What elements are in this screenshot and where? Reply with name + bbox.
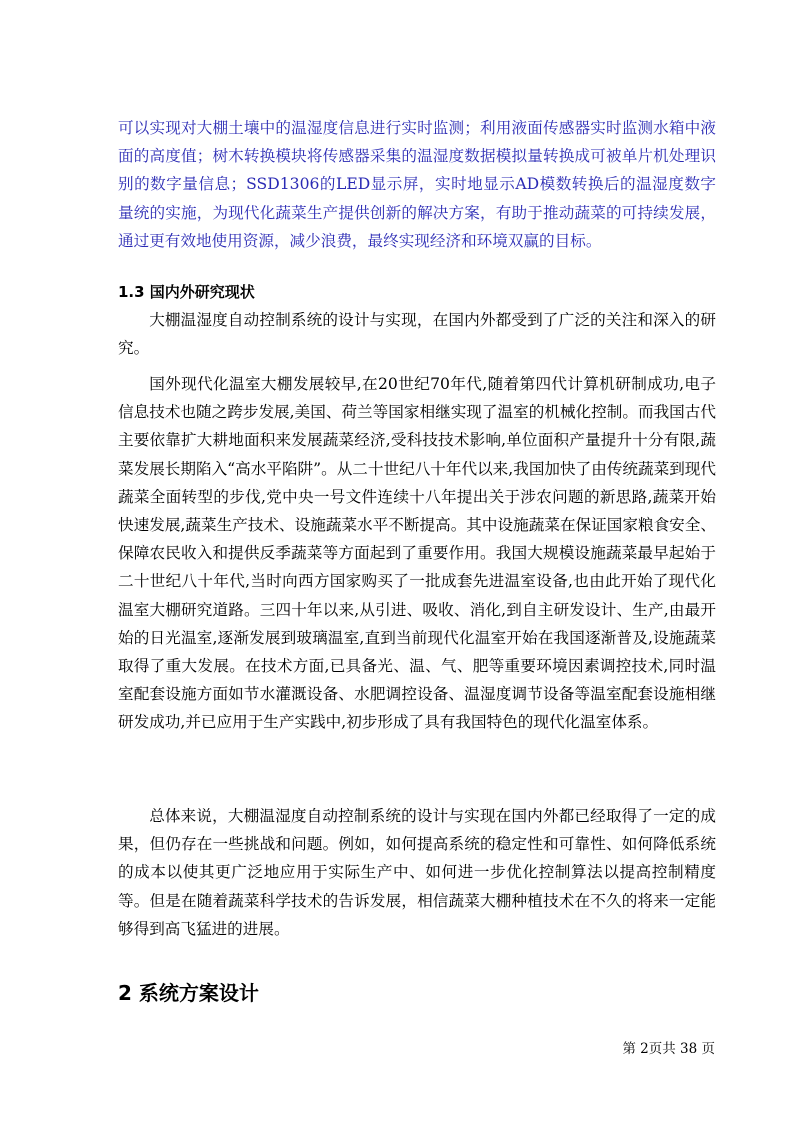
section-heading-1-3: 1.3 国内外研究现状 bbox=[118, 283, 255, 301]
intro-paragraph: 可以实现对大棚土壤中的温湿度信息进行实时监测；利用液面传感器实时监测水箱中液面的高度值；树木转换模块将传感器采集的温湿度数据模拟量转换成可被单片机处理识别的数字量信息；SSD1306的LED显示屏，实时地显示AD模数转换后的温湿度数字量统的实施，为现代化蔬菜生产提供创新的解决方案，有助于推动蔬菜的可持续发展，通过更有效地使用资源，减少浪费，最终实现经济和环境双赢的目标。 bbox=[118, 119, 716, 250]
paragraph-overview: 大棚温湿度自动控制系统的设计与实现，在国内外都受到了广泛的关注和深入的研究。 bbox=[118, 311, 716, 358]
paragraph-research-history: 国外现代化温室大棚发展较早,在20世纪70年代,随着第四代计算机研制成功,电子信息技术也随之跨步发展,美国、荷兰等国家相继实现了温室的机械化控制。而我国古代主要依靠扩大耕地面积来发展蔬菜经济,受科技技术影响,单位面积产量提升十分有限,蔬菜发展长期陷入“高水平陷阱”。从二十世纪八十年代以来,我国加快了由传统蔬菜到现代蔬菜全面转型的步伐,党中央一号文件连续十八年提出关于涉农问题的新思路,蔬菜开始快速发展,蔬菜生产技术、设施蔬菜水平不断提高。其中设施蔬菜在保证国家粮食安全、保障农民收入和提供反季蔬菜等方面起到了重要作用。我国大规模设施蔬菜最早起始于二十世纪八十年代,当时向西方国家购买了一批成套先进温室设备,也由此开始了现代化温室大棚研究道路。三四十年以来,从引进、吸收、消化,到自主研发设计、生产,由最开始的日光温室,逐渐发展到玻璃温室,直到当前现代化温室开始在我国逐渐普及,设施蔬菜取得了重大发展。在技术方面,已具备光、温、气、肥等重要环境因素调控技术,同时温室配套设施方面如节水灌溉设备、水肥调控设备、温湿度调节设备等温室配套设施相继研发成功,并已应用于生产实践中,初步形成了具有我国特色的现代化温室体系。 bbox=[118, 375, 716, 732]
paragraph-summary: 总体来说，大棚温湿度自动控制系统的设计与实现在国内外都已经取得了一定的成果，但仍存在一些挑战和问题。例如，如何提高系统的稳定性和可靠性、如何降低系统的成本以使其更广泛地应用于实际生产中、如何进一步优化控制算法以提高控制精度等。但是在随着蔬菜科学技术的告诉发展，相信蔬菜大棚种植技术在不久的将来一定能够得到高飞猛进的进展。 bbox=[118, 807, 716, 938]
page-number-footer: 第 2页共 38 页 bbox=[622, 1041, 715, 1057]
section-heading-2: 2 系统方案设计 bbox=[118, 981, 259, 1005]
